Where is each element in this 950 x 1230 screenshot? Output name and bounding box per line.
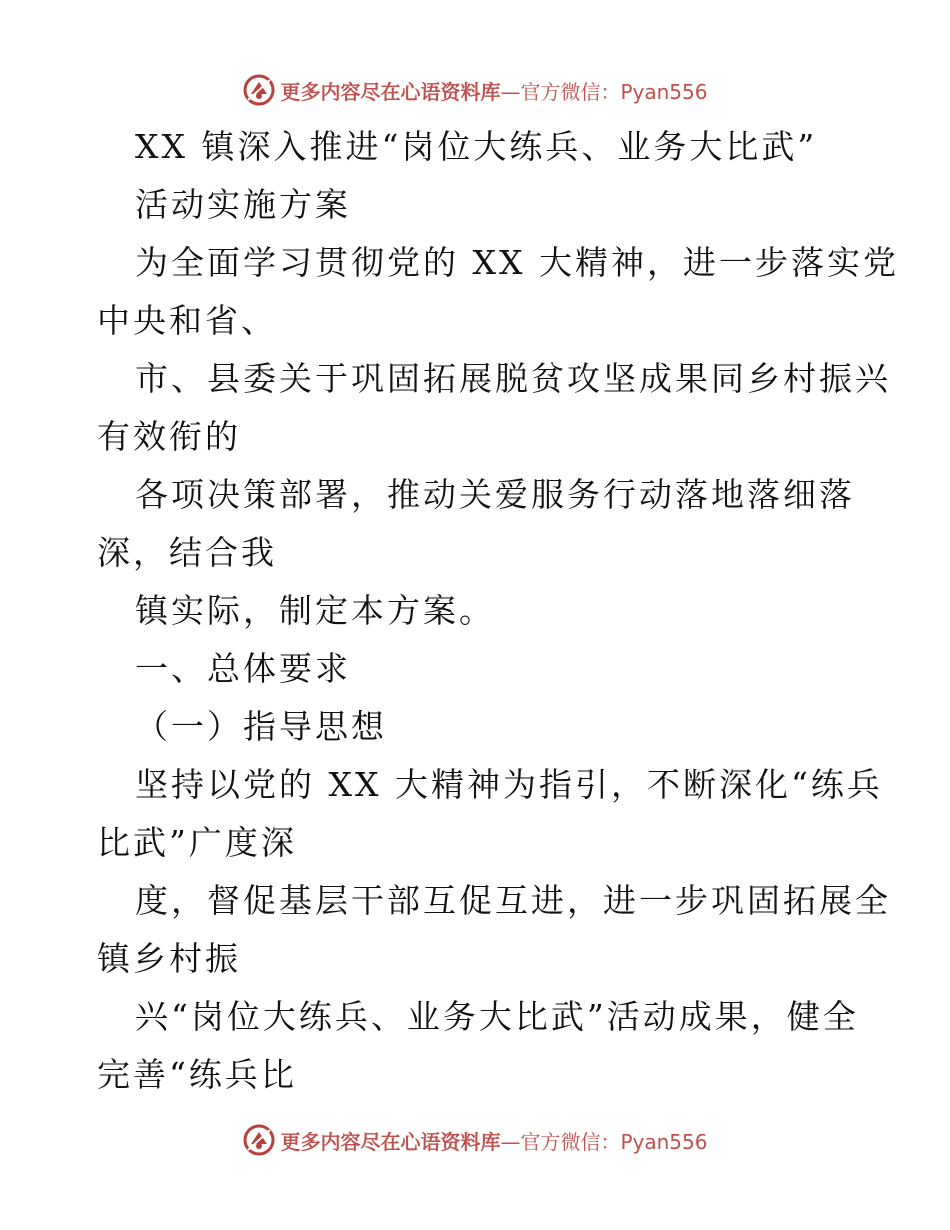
footer-banner-text (280, 1126, 707, 1155)
header-brand-text: 更多内容尽在心语资料库 (280, 79, 501, 104)
doc-line-14: 度，督促基层干部互促互进，进一步巩固拓展全 (135, 881, 891, 920)
subsection-heading-1: （一）指导思想 (135, 707, 387, 746)
footer-wechat-text: 官方微信：Pyan556 (520, 1129, 708, 1154)
doc-title-line-1: XX 镇深入推进“岗位大练兵、业务大比武” (135, 127, 818, 166)
footer-banner (0, 1120, 950, 1160)
header-dash: — (500, 79, 521, 104)
doc-line-3: 为全面学习贯彻党的 XX 大精神，进一步落实党 (135, 243, 899, 282)
doc-line-7: 各项决策部署，推动关爱服务行动落地落细落 (135, 475, 855, 514)
doc-line-8: 深，结合我 (97, 533, 277, 572)
header-wechat-text: 官方微信：Pyan556 (520, 79, 708, 104)
doc-line-5: 市、县委关于巩固拓展脱贫攻坚成果同乡村振兴 (135, 359, 891, 398)
document-body (97, 118, 899, 1104)
footer-brand-text: 更多内容尽在心语资料库 (280, 1129, 501, 1154)
footer-dash: — (500, 1129, 521, 1154)
doc-line-4: 中央和省、 (97, 301, 277, 340)
doc-line-9: 镇实际，制定本方案。 (135, 591, 495, 630)
doc-line-16: 兴“岗位大练兵、业务大比武”活动成果，健全 (135, 997, 859, 1036)
doc-line-17: 完善“练兵比 (97, 1055, 297, 1094)
section-heading-1: 一、总体要求 (135, 649, 351, 688)
doc-line-6: 有效衔的 (97, 417, 241, 456)
doc-title-line-2: 活动实施方案 (135, 185, 351, 224)
brand-logo-icon (242, 1123, 276, 1157)
doc-line-12: 坚持以党的 XX 大精神为指引，不断深化“练兵 (135, 765, 883, 804)
doc-line-13: 比武”广度深 (97, 823, 297, 862)
brand-logo-icon (242, 73, 276, 107)
doc-line-15: 镇乡村振 (97, 939, 241, 978)
header-banner-text (280, 76, 707, 105)
header-banner (0, 70, 950, 110)
